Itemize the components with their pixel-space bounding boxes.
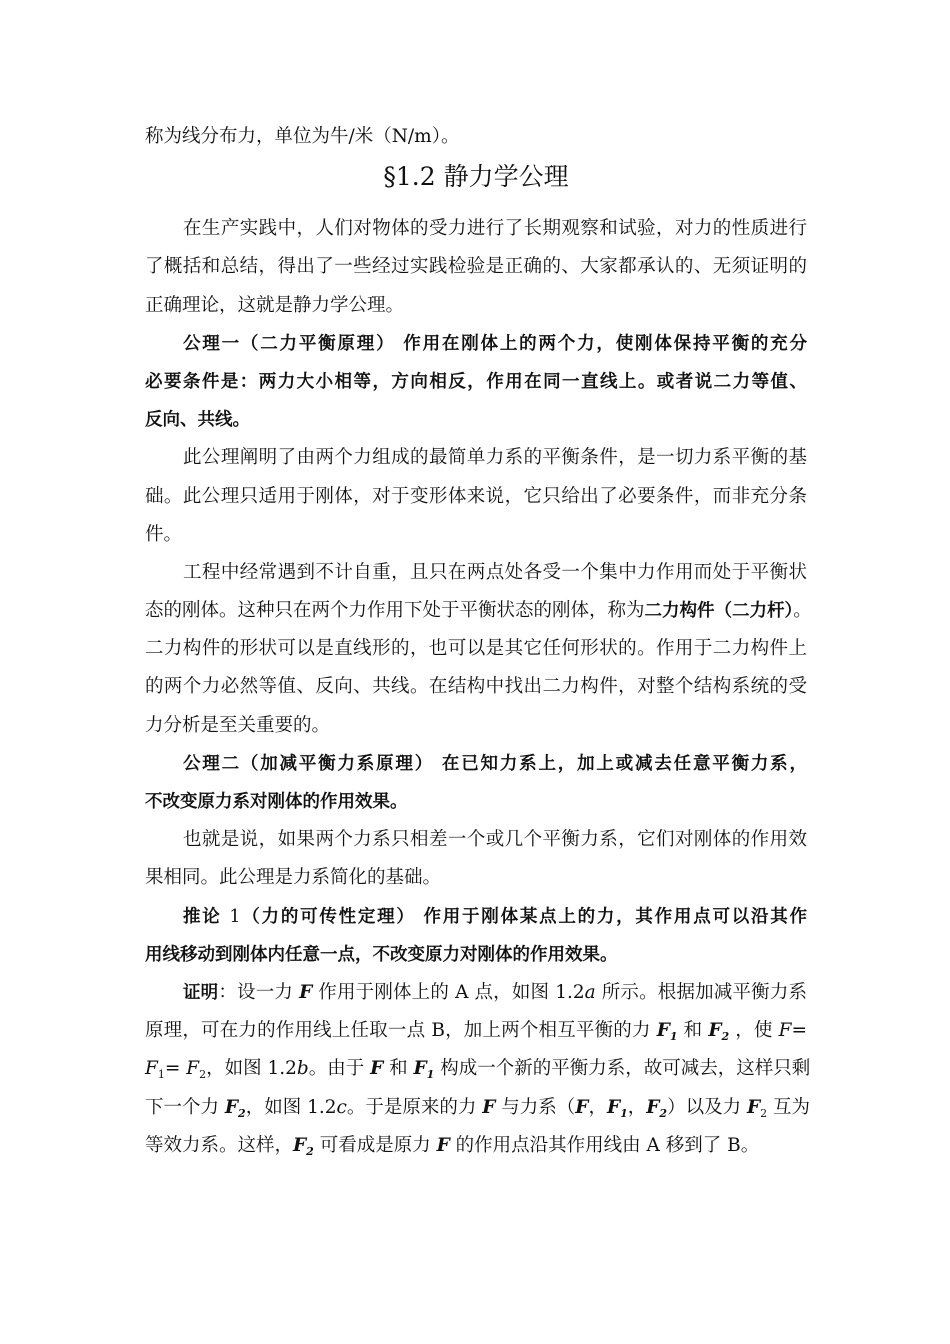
force-symbol: F xyxy=(746,1096,761,1118)
force-symbol: F xyxy=(436,1134,450,1156)
text-run: ，如图 1.2 xyxy=(245,1096,337,1118)
text-run: 可看成是原力 xyxy=(313,1134,437,1156)
text-line: 果相同。此公理是力系简化的基础。 xyxy=(145,867,442,889)
force-symbol: F xyxy=(708,1020,722,1042)
axiom-two: 不改变原力系对刚体的作用效果。 xyxy=(145,792,408,812)
text-run: 构成一个新的平衡力系，故可减去，这样只剩 xyxy=(434,1058,811,1080)
subscript: 1 xyxy=(157,1068,165,1082)
text-line: 件。 xyxy=(145,523,183,545)
force-symbol: F xyxy=(145,1058,158,1080)
text-line xyxy=(145,592,812,630)
subscript: 2 xyxy=(199,1068,207,1082)
axiom-one: 公理一（二力平衡原理） 作用在刚体上的两个力，使刚体保持平衡的充分 xyxy=(183,333,807,354)
force-symbol: F xyxy=(293,1134,307,1156)
text-run: 所示。根据加减平衡力系 xyxy=(595,981,807,1003)
text-line: 正确理论，这就是静力学公理。 xyxy=(145,294,405,316)
text-line: 了概括和总结，得出了一些经过实践检验是正确的、大家都承认的、无须证明的 xyxy=(145,256,807,278)
force-symbol: F xyxy=(656,1020,670,1042)
text-run: = xyxy=(791,1020,808,1042)
force-symbol: F xyxy=(299,981,313,1003)
text-run: ：设一力 xyxy=(218,981,300,1003)
proof-line xyxy=(145,1012,807,1050)
text-run: = xyxy=(164,1058,187,1080)
text-line: 础。此公理只适用于刚体，对于变形体来说，它只给出了必要条件，而非充分条 xyxy=(145,485,807,507)
text-run: 下一个力 xyxy=(145,1096,225,1118)
text-run: 态的刚体。这种只在两个力作用下处于平衡状态的刚体，称为 xyxy=(145,600,645,622)
subscript: 1 xyxy=(669,1030,678,1044)
text-run: ， xyxy=(588,1096,607,1118)
proof-line xyxy=(145,1127,807,1165)
term-two-force-member: 二力构件（二力杆） xyxy=(644,601,794,622)
text-line: 此公理阐明了由两个力组成的最简单力系的平衡条件，是一切力系平衡的基 xyxy=(183,447,807,469)
text-line xyxy=(145,118,807,156)
force-symbol: F xyxy=(482,1096,496,1118)
text-run: ， xyxy=(627,1096,647,1118)
figure-letter: c xyxy=(336,1096,347,1118)
proof-line xyxy=(145,974,807,1012)
text-run: ，如图 1.2 xyxy=(206,1058,297,1080)
force-symbol: F xyxy=(413,1058,427,1080)
text-line: 的两个力必然等值、反向、共线。在结构中找出二力构件，对整个结构系统的受 xyxy=(145,676,807,698)
text-line: 工程中经常遇到不计自重，且只在两点处各受一个集中力作用而处于平衡状 xyxy=(183,561,807,583)
figure-letter: b xyxy=(296,1058,309,1080)
text-line: 在生产实践中，人们对物体的受力进行了长期观察和试验，对力的性质进行 xyxy=(183,218,807,240)
subscript: 2 xyxy=(760,1106,768,1120)
section-title: §1.2 静力学公理 xyxy=(383,162,569,192)
text-run: 和 xyxy=(383,1058,414,1080)
text-run: 推论 xyxy=(183,906,230,927)
subscript: 2 xyxy=(238,1106,246,1120)
subscript: 2 xyxy=(306,1144,314,1158)
force-symbol: F xyxy=(370,1058,384,1080)
corollary-one: 用线移动到刚体内任意一点，不改变原力对刚体的作用效果。 xyxy=(145,944,618,965)
force-symbol: F xyxy=(646,1096,660,1118)
axiom-two: 公理二（加减平衡力系原理） 在已知力系上，加上或减去任意平衡力系， xyxy=(183,753,807,774)
text-run: 的作用点沿其作用线由 A 移到了 B。 xyxy=(449,1134,760,1156)
text-run: 与力系（ xyxy=(495,1096,576,1118)
text-run: 称为线分布力，单位为牛/米（N/m）。 xyxy=(145,126,460,147)
proof-line xyxy=(145,1089,810,1127)
text-run: （力的可传性定理） 作用于刚体某点上的力，其作用点可以沿其作 xyxy=(240,906,808,927)
force-symbol: F xyxy=(606,1096,621,1118)
text-run: 等效力系。这样， xyxy=(145,1134,294,1156)
axiom-one: 反向、共线。 xyxy=(145,410,250,431)
text-run: 作用于刚体上的 A 点，如图 1.2 xyxy=(312,981,585,1003)
subscript: 2 xyxy=(659,1106,668,1120)
text-line: 二力构件的形状可以是直线形的，也可以是其它任何形状的。作用于二力构件上 xyxy=(145,638,807,660)
text-run: 。于是原来的力 xyxy=(346,1096,483,1118)
force-symbol: F xyxy=(224,1096,239,1118)
force-symbol: F xyxy=(778,1020,792,1042)
text-run: 。 xyxy=(793,600,812,622)
figure-letter: a xyxy=(584,981,596,1003)
proof-line xyxy=(145,1050,811,1088)
text-run: ）以及力 xyxy=(667,1096,747,1118)
document-page xyxy=(145,118,812,1165)
text-run: 1 xyxy=(229,906,241,927)
subscript: 1 xyxy=(426,1068,435,1082)
axiom-one: 必要条件是：两力大小相等，方向相反，作用在同一直线上。或者说二力等值、 xyxy=(145,371,807,392)
force-symbol: F xyxy=(186,1058,200,1080)
corollary-one xyxy=(145,898,807,936)
text-run: 互为 xyxy=(767,1096,810,1118)
text-run: 和 xyxy=(677,1020,709,1042)
text-line: 也就是说，如果两个力系只相差一个或几个平衡力系，它们对刚体的作用效 xyxy=(183,829,807,851)
subscript: 2 xyxy=(721,1030,730,1044)
text-line: 力分析是至关重要的。 xyxy=(145,714,331,736)
subscript: 1 xyxy=(620,1106,628,1120)
text-run: 。由于 xyxy=(308,1058,371,1080)
text-run: 原理，可在力的作用线上任取一点 B，加上两个相互平衡的力 xyxy=(145,1020,657,1042)
text-run: ，使 xyxy=(729,1020,779,1042)
force-symbol: F xyxy=(575,1096,589,1118)
proof-label: 证明 xyxy=(183,982,219,1003)
